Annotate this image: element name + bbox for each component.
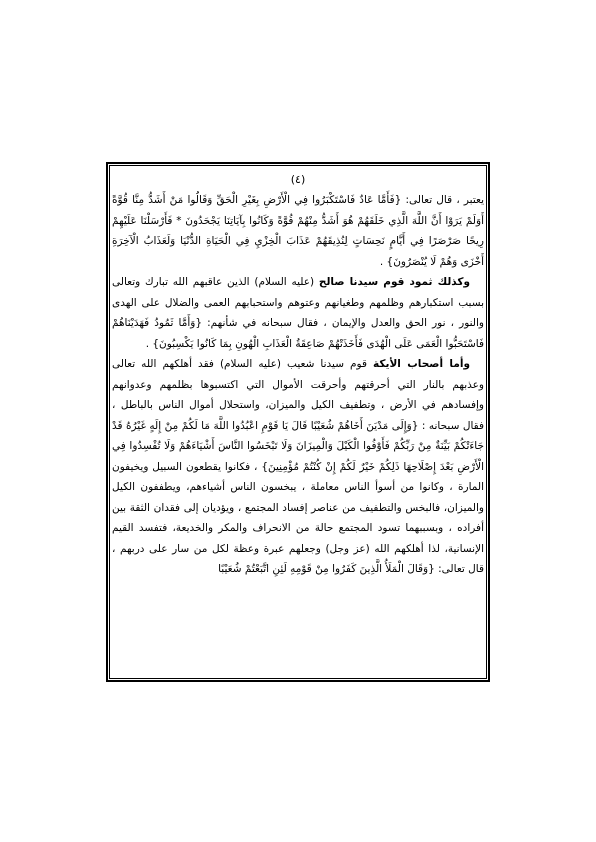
paragraph-thamud-text: (عليه السلام) الذين عاقبهم الله تبارك وتعالى بسبب استكبارهم وظلمهم وطغيانهم وعتوهم واستحبابهم العمى والضلال على الهدى والنور ، نور الحق والعدل والإيمان ، فقال سبحانه في شأنهم: {وَأَمَّا ثَمُودُ فَهَدَيْنَاهُمْ فَاسْتَحَبُّوا الْعَمَى عَلَى الْهُدَى فَأَخَذَتْهُمْ صَاعِقَةُ الْعَذَابِ الْهُونِ بِمَا كَانُوا يَكْسِبُونَ} . bbox=[112, 276, 484, 350]
page-number: (٤) bbox=[290, 173, 306, 186]
paragraph-aad bbox=[112, 190, 484, 272]
paragraph-aykah bbox=[112, 354, 484, 580]
paragraph-thamud-lead: وكذلك ثمود قوم سيدنا صالح bbox=[318, 276, 470, 288]
paragraph-aad-text: يعتبر ، قال تعالى: {فَأَمَّا عَادٌ فَاسْتَكْبَرُوا فِي الْأَرْضِ بِغَيْرِ الْحَقِّ وَقَالُوا مَنْ أَشَدُّ مِنَّا قُوَّةً أَوَلَمْ يَرَوْا أَنَّ اللَّهَ الَّذِي خَلَقَهُمْ هُوَ أَشَدُّ مِنْهُمْ قُوَّةً وَكَانُوا بِآيَاتِنَا يَجْحَدُونَ * فَأَرْسَلْنَا عَلَيْهِمْ رِيحًا صَرْصَرًا فِي أَيَّامٍ نَحِسَاتٍ لِنُذِيقَهُمْ عَذَابَ الْخِزْيِ فِي الْحَيَاةِ الدُّنْيَا وَلَعَذَابُ الْآخِرَةِ أَخْزَى وَهُمْ لَا يُنْصَرُونَ} . bbox=[112, 194, 484, 268]
paragraph-thamud bbox=[112, 272, 484, 354]
paragraph-aykah-text: قوم سيدنا شعيب (عليه السلام) فقد أهلكهم الله تعالى وعذبهم بالنار التي أحرقتهم وأحرقت الأموال التي اكتسبوها بظلمهم وعدوانهم وإفسادهم في الأرض ، وتطفيف الكيل والميزان، واستحلال أموال الناس بالباطل ، فقال سبحانه : {وَإِلَى مَدْيَنَ أَخَاهُمْ شُعَيْبًا قَالَ يَا قَوْمِ اعْبُدُوا اللَّهَ مَا لَكُمْ مِنْ إِلَهٍ غَيْرُهُ قَدْ جَاءَتْكُمْ بَيِّنَةٌ مِنْ رَبِّكُمْ فَأَوْفُوا الْكَيْلَ وَالْمِيزَانَ وَلَا تَبْخَسُوا النَّاسَ أَشْيَاءَهُمْ وَلَا تُفْسِدُوا فِي الْأَرْضِ بَعْدَ إِصْلَاحِهَا ذَلِكُمْ خَيْرٌ لَكُمْ إِنْ كُنْتُمْ مُؤْمِنِينَ} ، فكانوا يقطعون السبيل ويخيفون المارة ، وكانوا من أسوأ الناس معاملة ، يبخسون الناس أشياءهم، ويطففون الكيل والميزان، فالبخس والتطفيف من عناصر إفساد المجتمع ، ويؤديان إلى فقدان الثقة بين أفراده ، وبسببهما تسود المجتمع حالة من الانحراف والمكر والخديعة، فتفسد القيم الإنسانية، لذا أهلكهم الله (عز وجل) وجعلهم عبرة وعظة لكل من سار على دربهم ، قال تعالى: {وَقَالَ الْمَلَأُ الَّذِينَ كَفَرُوا مِنْ قَوْمِهِ لَئِنِ اتَّبَعْتُمْ شُعَيْبًا bbox=[112, 358, 484, 575]
page-content bbox=[112, 172, 484, 677]
paragraph-aykah-lead: وأما أصحاب الأيكة bbox=[373, 358, 470, 370]
